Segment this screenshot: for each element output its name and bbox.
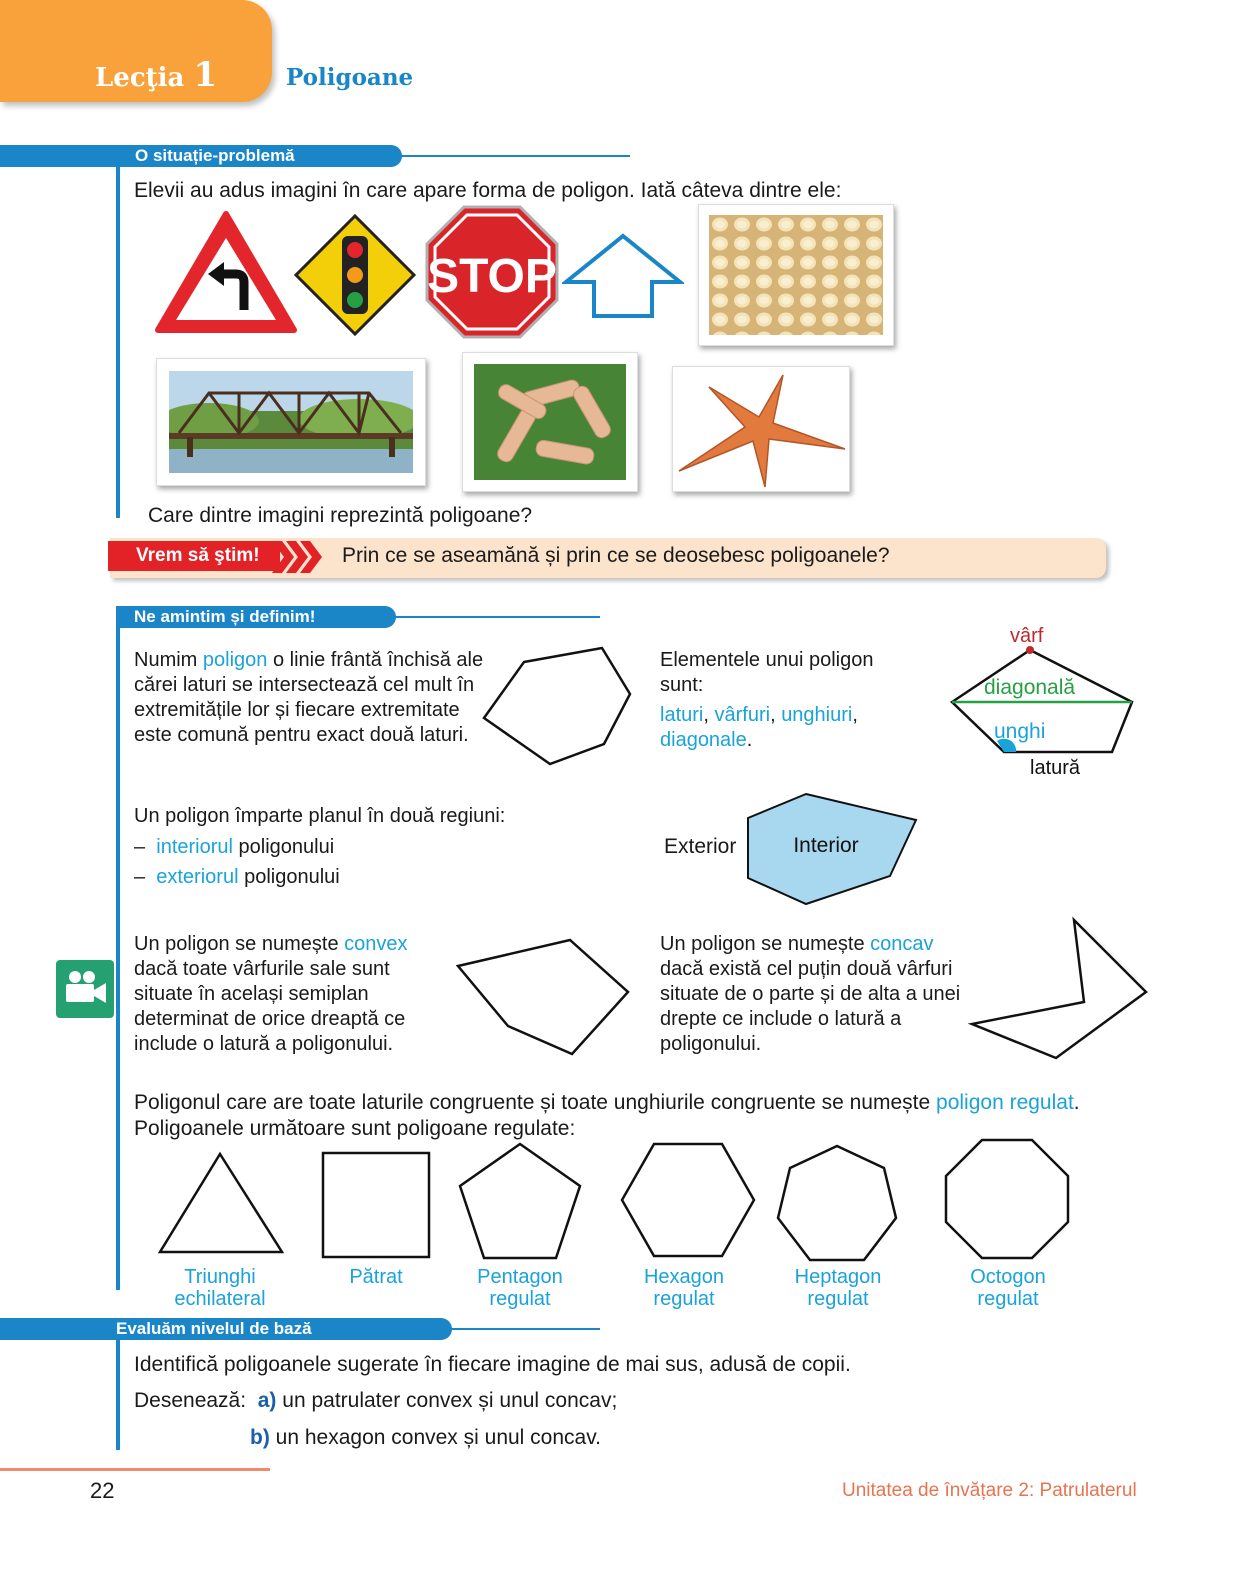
label-interior: Interior xyxy=(793,834,859,857)
section-vertical-line xyxy=(116,626,120,1290)
polygon-example-shape xyxy=(478,644,638,768)
caption-line: echilateral xyxy=(174,1288,266,1310)
def-text: o linie frântă închisă ale cărei laturi se intersectează cel mult în extremitățile lor și fiecare extremitate este comună pentru exact două laturi. xyxy=(134,649,484,746)
term-diagonale: diagonale xyxy=(660,729,747,751)
section-line xyxy=(394,616,600,618)
label-b: b) xyxy=(250,1426,270,1449)
starfish-photo xyxy=(672,366,850,492)
region-text: poligonului xyxy=(238,866,340,888)
bridge-image xyxy=(169,371,413,473)
lesson-word: Lecţia xyxy=(95,63,185,93)
separator: . xyxy=(746,729,753,751)
octagon-shape xyxy=(942,1136,1072,1262)
region-text: poligonului xyxy=(232,836,335,858)
section-heading-evaluam xyxy=(0,1318,452,1340)
term-laturi: laturi xyxy=(660,704,704,726)
section-heading-situatie xyxy=(0,145,402,167)
elements-intro: Elementele unui poligon sunt: xyxy=(660,649,874,696)
def-text: Poligonul care are toate laturile congruente și toate unghiurile congruente se numește xyxy=(134,1091,937,1114)
separator: , xyxy=(703,704,715,726)
traffic-light-sign xyxy=(292,212,418,338)
caption-line: Heptagon xyxy=(794,1266,882,1288)
term-concav: concav xyxy=(870,933,934,955)
convex-polygon-shape xyxy=(454,936,634,1058)
label-a: a) xyxy=(257,1389,277,1412)
square-shape xyxy=(320,1150,432,1260)
vrem-tag xyxy=(108,541,280,571)
caption-octagon xyxy=(938,1266,1078,1310)
stop-sign xyxy=(424,204,560,340)
term-poligon-regulat: poligon regulat xyxy=(936,1091,1074,1114)
concave-polygon-shape xyxy=(966,914,1150,1064)
def-text: Numim xyxy=(134,649,203,671)
footer-line xyxy=(0,1468,270,1471)
caption-line: regulat xyxy=(977,1288,1039,1310)
caption-line: regulat xyxy=(489,1288,551,1310)
task-draw-intro: Desenează: xyxy=(134,1389,247,1412)
def-text: Un poligon se numește xyxy=(134,933,345,955)
region-interior xyxy=(134,835,334,860)
section-heading-text: Ne amintim și definim! xyxy=(134,607,316,626)
section-vertical-line xyxy=(116,166,120,518)
vrem-question: Prin ce se aseamănă și prin ce se deosebesc poligoanele? xyxy=(342,544,890,567)
hands-circle-image xyxy=(474,364,626,480)
term-convex: convex xyxy=(344,933,408,955)
label-unghi: unghi xyxy=(994,720,1046,743)
lesson-number: 1 xyxy=(193,55,218,95)
caption-line: Octogon xyxy=(970,1266,1046,1288)
pentagon-shape xyxy=(456,1140,584,1262)
section-vertical-line xyxy=(116,1340,120,1450)
term-interiorul: interiorul xyxy=(156,836,233,858)
interior-polygon-shape xyxy=(744,790,924,910)
situatie-question: Care dintre imagini reprezintă poligoane? xyxy=(148,504,533,527)
heptagon-shape xyxy=(772,1142,902,1266)
section-heading-text: Evaluăm nivelul de bază xyxy=(116,1319,312,1338)
page-number: 22 xyxy=(90,1478,115,1503)
hands-circle-photo xyxy=(462,352,638,492)
hexagon-shape xyxy=(618,1140,758,1260)
task-identify: Identifică poligoanele sugerate în fiecare imagine de mai sus, adusă de copii. xyxy=(134,1353,851,1376)
caption-triangle xyxy=(150,1266,290,1310)
vrem-tag-text: Vrem să ştim! xyxy=(136,545,260,566)
lesson-label xyxy=(95,55,217,95)
lesson-title: Poligoane xyxy=(286,64,414,91)
term-exteriorul: exteriorul xyxy=(156,866,239,888)
separator: , xyxy=(770,704,782,726)
caption-square xyxy=(316,1266,436,1288)
situatie-intro: Elevii au adus imagini în care apare forma de poligon. Iată câteva dintre ele: xyxy=(134,179,842,202)
caption-line: Triunghi xyxy=(184,1266,256,1288)
task-b-text: un hexagon convex și unul concav. xyxy=(269,1426,601,1449)
label-latura: latură xyxy=(1030,757,1081,779)
task-a-text: un patrulater convex și unul concav; xyxy=(276,1389,618,1412)
dash: – xyxy=(134,866,146,888)
region-exterior xyxy=(134,865,340,890)
def-text: . xyxy=(1073,1091,1080,1114)
polygon-elements-diagram xyxy=(944,620,1144,786)
def-text: dacă toate vârfurile sale sunt situate în același semiplan determinat de orice dreaptă ce include o latură a poligonului. xyxy=(134,958,406,1055)
section-line xyxy=(450,1328,600,1330)
label-exterior: Exterior xyxy=(664,835,737,858)
caption-hexagon xyxy=(614,1266,754,1310)
bridge-photo xyxy=(156,358,426,486)
dash: – xyxy=(134,836,146,858)
label-diagonala: diagonală xyxy=(984,676,1076,699)
definition-concav xyxy=(660,932,970,1057)
term-poligon: poligon xyxy=(202,649,268,671)
video-camera-glyph xyxy=(56,960,114,1018)
honeycomb-photo xyxy=(698,204,894,346)
footer-unit: Unitatea de învățare 2: Patrulaterul xyxy=(842,1480,1137,1501)
regions-intro: Un poligon împarte planul în două regiuni: xyxy=(134,805,506,827)
label-varf: vârf xyxy=(1010,625,1044,647)
section-heading-text: O situație-problemă xyxy=(135,146,295,165)
vertex-dot xyxy=(1026,646,1034,654)
honeycomb-image xyxy=(709,215,883,335)
caption-line: Pătrat xyxy=(349,1266,403,1288)
warning-sign-turn-left xyxy=(152,208,300,336)
definition-regular xyxy=(134,1090,1134,1115)
starfish-image xyxy=(673,367,849,491)
task-draw-b xyxy=(250,1425,601,1450)
caption-line: Pentagon xyxy=(477,1266,563,1288)
definition-convex xyxy=(134,932,444,1057)
definition-poligon xyxy=(134,648,494,748)
arrow-up-shape xyxy=(562,232,684,320)
term-unghiuri: unghiuri xyxy=(781,704,853,726)
chevrons-icon xyxy=(272,538,324,576)
caption-line: regulat xyxy=(653,1288,715,1310)
caption-heptagon xyxy=(768,1266,908,1310)
caption-line: Hexagon xyxy=(643,1266,725,1288)
term-varfuri: vârfuri xyxy=(714,704,771,726)
task-draw-a xyxy=(134,1388,617,1413)
section-heading-definim xyxy=(116,606,396,628)
triangle-shape xyxy=(156,1150,286,1256)
def-text: dacă există cel puțin două vârfuri situate de o parte și de alta a unei drepte ce include o latură a poligonului. xyxy=(660,958,961,1055)
elements-list xyxy=(660,703,900,753)
stop-sign-text: STOP xyxy=(427,250,557,303)
regular-intro: Poligoanele următoare sunt poligoane regulate: xyxy=(134,1117,576,1140)
def-text: Un poligon se numește xyxy=(660,933,871,955)
video-camera-icon[interactable] xyxy=(56,960,114,1018)
section-line xyxy=(400,155,630,157)
caption-pentagon xyxy=(450,1266,590,1310)
caption-line: regulat xyxy=(807,1288,869,1310)
separator: , xyxy=(852,704,858,726)
